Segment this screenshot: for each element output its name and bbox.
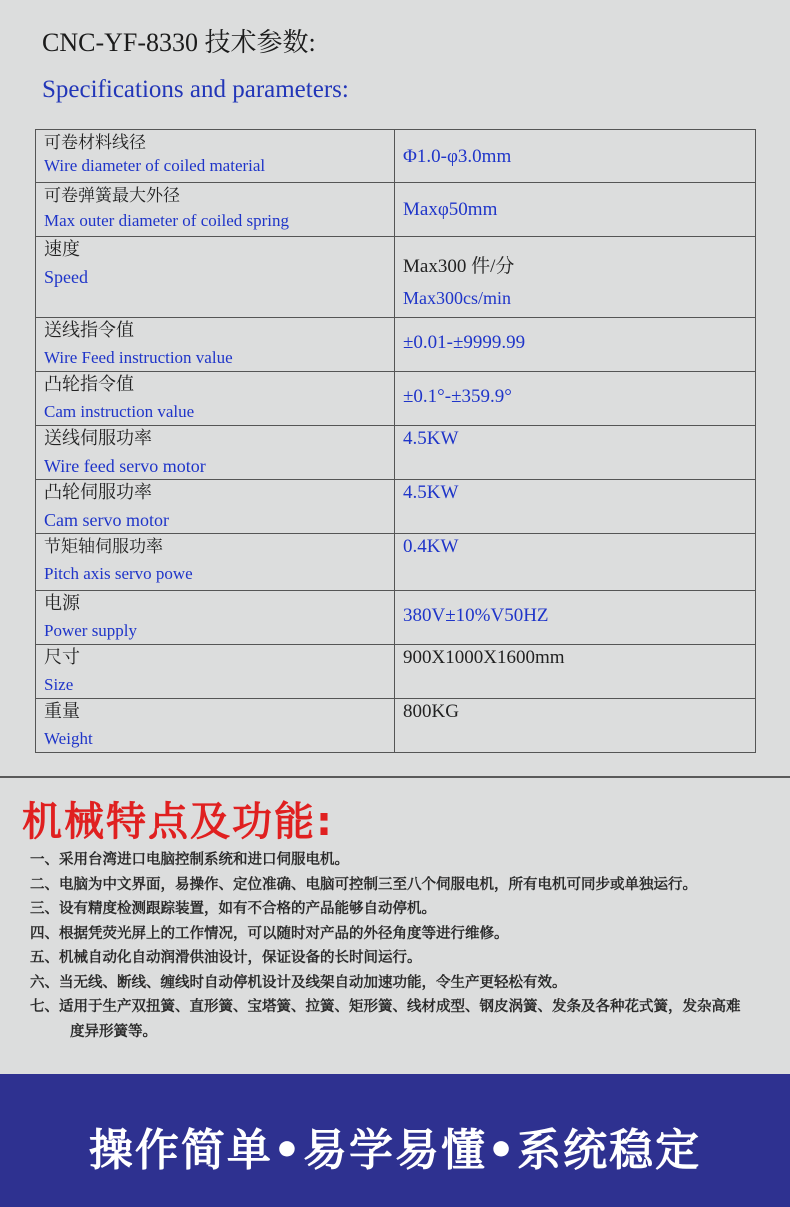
list-item: 五、机械自动化自动润滑供油设计，保证设备的长时间运行。 xyxy=(30,950,422,966)
page-title: CNC-YF-8330 技术参数: xyxy=(42,28,316,57)
table-row xyxy=(36,372,756,426)
spec-label-en: Cam servo motor xyxy=(44,510,169,530)
spec-label-cn: 节矩轴伺服功率 xyxy=(44,537,163,557)
spec-label-en: Pitch axis servo powe xyxy=(44,564,193,583)
spec-label-cn: 凸轮伺服功率 xyxy=(44,482,152,503)
spec-label-cn: 可卷材料线径 xyxy=(44,133,146,153)
spec-label-cell xyxy=(36,480,395,534)
spec-label-cell xyxy=(36,699,395,753)
spec-label-cell xyxy=(36,130,395,183)
table-row xyxy=(36,183,756,237)
table-row xyxy=(36,237,756,318)
spec-value: 4.5KW xyxy=(403,428,459,449)
spec-label-cell xyxy=(36,534,395,591)
table-row xyxy=(36,130,756,183)
spec-label-cell xyxy=(36,372,395,426)
spec-label-cell xyxy=(36,237,395,318)
spec-label-cell xyxy=(36,645,395,699)
spec-label-cn: 凸轮指令值 xyxy=(44,374,134,395)
table-row xyxy=(36,645,756,699)
spec-value-cell xyxy=(395,480,756,534)
spec-label-cn: 送线指令值 xyxy=(44,320,134,341)
spec-value-en: Max300cs/min xyxy=(403,288,511,308)
spec-label-en: Wire diameter of coiled material xyxy=(44,156,266,175)
list-item: 七、适用于生产双扭簧、直形簧、宝塔簧、拉簧、矩形簧、线材成型、钢皮涡簧、发条及各种花式簧，发杂高难度异形簧等。 xyxy=(30,999,741,1040)
spec-label-en: Wire feed servo motor xyxy=(44,456,206,476)
table-row xyxy=(36,426,756,480)
spec-label-cn: 可卷弹簧最大外径 xyxy=(44,186,180,206)
spec-value: Maxφ50mm xyxy=(403,199,498,220)
slogan-text: 操作简单•易学易懂•系统稳定 xyxy=(88,1125,702,1176)
spec-value-cell xyxy=(395,372,756,426)
spec-value: 900X1000X1600mm xyxy=(403,647,565,668)
spec-label-cell xyxy=(36,426,395,480)
page-subtitle: Specifications and parameters: xyxy=(42,76,349,103)
spec-label-cell xyxy=(36,318,395,372)
features-title: 机械特点及功能: xyxy=(22,799,334,845)
spec-label-en: Size xyxy=(44,675,74,694)
list-item: 二、电脑为中文界面，易操作、定位准确、电脑可控制三至八个伺服电机，所有电机可同步或单独运行。 xyxy=(30,876,697,893)
spec-value-cell xyxy=(395,699,756,753)
spec-label-cn: 电源 xyxy=(44,593,80,614)
features-section xyxy=(0,778,790,1074)
spec-table xyxy=(35,129,756,753)
spec-value-cell xyxy=(395,534,756,591)
table-row xyxy=(36,699,756,753)
spec-value-cell xyxy=(395,591,756,645)
spec-label-cn: 速度 xyxy=(44,239,80,260)
list-item: 四、根据凭荧光屏上的工作情况，可以随时对产品的外径角度等进行维修。 xyxy=(30,925,509,942)
slogan-banner xyxy=(0,1074,790,1207)
spec-value: ±0.1°-±359.9° xyxy=(403,386,512,407)
spec-value: ±0.01-±9999.99 xyxy=(403,332,526,353)
spec-value: Φ1.0-φ3.0mm xyxy=(403,146,512,167)
spec-value-cell xyxy=(395,426,756,480)
spec-value-cell xyxy=(395,318,756,372)
spec-value-cell xyxy=(395,183,756,237)
list-item: 一、采用台湾进口电脑控制系统和进口伺服电机。 xyxy=(30,852,349,868)
table-row xyxy=(36,591,756,645)
spec-label-en: Speed xyxy=(44,267,88,287)
spec-value-cell xyxy=(395,237,756,318)
spec-value: 380V±10%V50HZ xyxy=(403,605,549,626)
spec-label-en: Weight xyxy=(44,729,93,748)
spec-label-en: Max outer diameter of coiled spring xyxy=(44,211,290,230)
table-row xyxy=(36,534,756,591)
spec-label-cn: 重量 xyxy=(44,701,80,722)
table-row xyxy=(36,480,756,534)
spec-value: 0.4KW xyxy=(403,536,459,557)
spec-label-cell xyxy=(36,591,395,645)
spec-label-cell xyxy=(36,183,395,237)
spec-label-cn: 尺寸 xyxy=(44,647,80,668)
spec-value: 4.5KW xyxy=(403,482,459,503)
spec-label-en: Power supply xyxy=(44,621,138,640)
spec-value: Max300 件/分 xyxy=(403,256,515,277)
spec-value: 800KG xyxy=(403,701,459,722)
spec-value-cell xyxy=(395,645,756,699)
list-item: 六、当无线、断线、缠线时自动停机设计及线架自动加速功能，令生产更轻松有效。 xyxy=(30,974,567,991)
features-list xyxy=(30,848,750,1044)
list-item: 三、设有精度检测跟踪装置，如有不合格的产品能够自动停机。 xyxy=(30,901,436,917)
spec-value-cell xyxy=(395,130,756,183)
spec-label-en: Wire Feed instruction value xyxy=(44,348,233,367)
table-row xyxy=(36,318,756,372)
spec-label-en: Cam instruction value xyxy=(44,402,195,421)
spec-label-cn: 送线伺服功率 xyxy=(44,428,152,449)
